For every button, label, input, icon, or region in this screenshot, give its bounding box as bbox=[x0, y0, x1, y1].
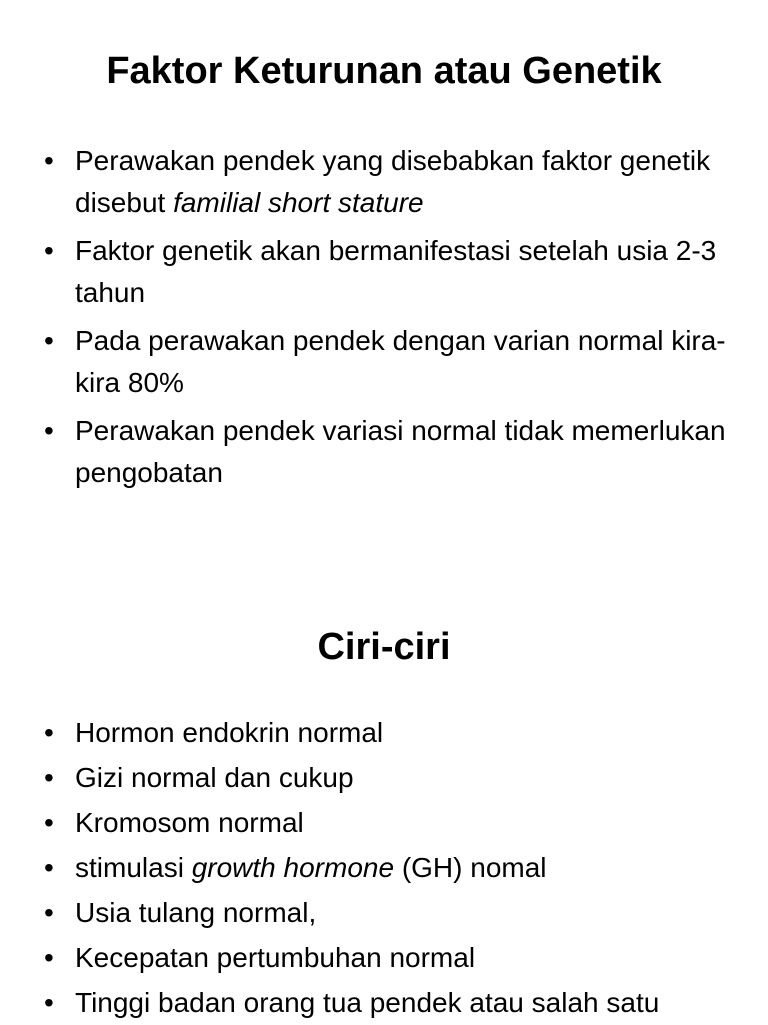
bullet-dot: • bbox=[44, 717, 54, 748]
bullet-text: Faktor genetik akan bermanifestasi setelah usia 2-3 tahun bbox=[75, 235, 717, 308]
bullet-dot: • bbox=[44, 807, 54, 838]
slide-title: Ciri-ciri bbox=[317, 626, 451, 668]
bullet-item bbox=[0, 140, 768, 224]
bullet-text: Usia tulang normal, bbox=[75, 897, 317, 928]
bullet-list bbox=[0, 140, 768, 500]
bullet-item bbox=[0, 800, 768, 845]
bullet-text: Perawakan pendek variasi normal tidak memerlukan pengobatan bbox=[75, 415, 726, 488]
bullet-item bbox=[0, 890, 768, 935]
bullet-item bbox=[0, 980, 768, 1025]
bullet-dot: • bbox=[44, 762, 54, 793]
bullet-item bbox=[0, 320, 768, 404]
bullet-dot: • bbox=[44, 415, 54, 446]
bullet-item bbox=[0, 410, 768, 494]
bullet-text: Kecepatan pertumbuhan normal bbox=[75, 942, 476, 973]
bullet-text: Tinggi badan orang tua pendek atau salah satu bbox=[75, 987, 660, 1018]
bullet-list bbox=[0, 710, 768, 1025]
bullet-dot: • bbox=[44, 987, 54, 1018]
bullet-item bbox=[0, 710, 768, 755]
bullet-item bbox=[0, 935, 768, 980]
bullet-dot: • bbox=[44, 325, 54, 356]
bullet-item bbox=[0, 230, 768, 314]
bullet-text: Pada perawakan pendek dengan varian normal kira-kira 80% bbox=[75, 325, 726, 398]
bullet-text: Gizi normal dan cukup bbox=[75, 762, 354, 793]
bullet-dot: • bbox=[44, 145, 54, 176]
bullet-text-italic: growth hormone bbox=[191, 852, 395, 883]
slide-title: Faktor Keturunan atau Genetik bbox=[106, 50, 662, 92]
bullet-dot: • bbox=[44, 942, 54, 973]
bullet-text: Hormon endokrin normal bbox=[75, 717, 384, 748]
bullet-dot: • bbox=[44, 235, 54, 266]
bullet-text: stimulasi bbox=[75, 852, 192, 883]
bullet-text: Perawakan pendek yang disebabkan faktor genetik disebut bbox=[75, 145, 711, 218]
bullet-item bbox=[0, 755, 768, 800]
bullet-text: Kromosom normal bbox=[75, 807, 304, 838]
bullet-text-after: (GH) nomal bbox=[394, 852, 547, 883]
bullet-item bbox=[0, 845, 768, 890]
bullet-dot: • bbox=[44, 852, 54, 883]
bullet-text-italic: familial short stature bbox=[173, 187, 424, 218]
bullet-dot: • bbox=[44, 897, 54, 928]
